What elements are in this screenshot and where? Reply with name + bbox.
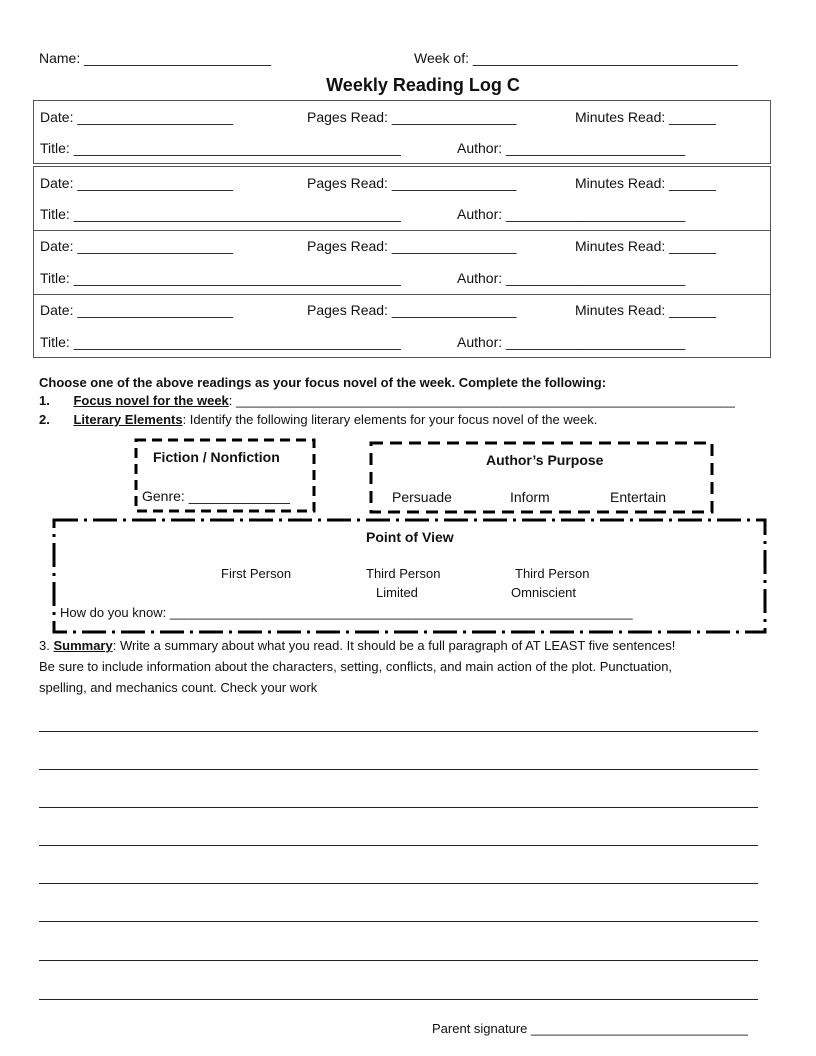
- summary-instructions-line1: [39, 638, 675, 653]
- author-field[interactable]: Author: _______________________: [457, 270, 686, 286]
- title-field[interactable]: Title: __________________________________________: [40, 270, 401, 286]
- purpose-inform[interactable]: Inform: [510, 489, 550, 505]
- writing-line[interactable]: [39, 769, 758, 770]
- writing-line[interactable]: [39, 999, 758, 1000]
- minutes-read-field[interactable]: Minutes Read: ______: [575, 175, 716, 191]
- parent-signature-field[interactable]: Parent signature ______________________________: [432, 1021, 748, 1036]
- purpose-persuade[interactable]: Persuade: [392, 489, 452, 505]
- summary-instructions-line2: Be sure to include information about the characters, setting, conflicts, and main action of the plot. Punctuation,: [39, 659, 673, 674]
- week-field[interactable]: Week of: __________________________________: [414, 50, 738, 66]
- point-of-view-label: Point of View: [366, 529, 454, 545]
- summary-text: : Write a summary about what you read. It should be a full paragraph of AT LEAST five sentences!: [112, 638, 676, 653]
- summary-label: Summary: [53, 638, 113, 653]
- focus-novel-label: Focus novel for the week: [73, 393, 229, 408]
- genre-field[interactable]: Genre: _____________: [142, 488, 290, 504]
- pages-read-field[interactable]: Pages Read: ________________: [307, 238, 517, 254]
- name-field[interactable]: Name: ________________________: [39, 50, 271, 66]
- author-field[interactable]: Author: _______________________: [457, 140, 686, 156]
- pov-third-omniscient-line2[interactable]: Omniscient: [511, 585, 577, 600]
- literary-elements-text: : Identify the following literary elements for your focus novel of the week.: [182, 412, 598, 427]
- writing-line[interactable]: [39, 845, 758, 846]
- pov-third-limited-line1[interactable]: Third Person: [366, 566, 441, 581]
- summary-number: 3.: [39, 638, 54, 653]
- literary-elements-label: Literary Elements: [73, 412, 183, 427]
- title-field[interactable]: Title: __________________________________________: [40, 140, 401, 156]
- writing-line[interactable]: [39, 731, 758, 732]
- date-field[interactable]: Date: ____________________: [40, 302, 234, 318]
- focus-novel-blank[interactable]: : _____________________________________________________________________: [228, 393, 735, 408]
- minutes-read-field[interactable]: Minutes Read: ______: [575, 109, 716, 125]
- authors-purpose-label: Author’s Purpose: [486, 452, 604, 468]
- minutes-read-field[interactable]: Minutes Read: ______: [575, 238, 716, 254]
- title-field[interactable]: Title: __________________________________________: [40, 206, 401, 222]
- author-field[interactable]: Author: _______________________: [457, 334, 686, 350]
- instructions-intro: Choose one of the above readings as your focus novel of the week. Complete the following:: [39, 375, 607, 390]
- summary-instructions-line3: spelling, and mechanics count. Check your work: [39, 680, 318, 695]
- writing-line[interactable]: [39, 883, 758, 884]
- purpose-entertain[interactable]: Entertain: [610, 489, 667, 505]
- item-number: 2.: [39, 412, 50, 427]
- pages-read-field[interactable]: Pages Read: ________________: [307, 175, 517, 191]
- item-number: 1.: [39, 393, 50, 408]
- pov-third-limited-line2[interactable]: Limited: [376, 585, 418, 600]
- writing-line[interactable]: [39, 807, 758, 808]
- writing-line[interactable]: [39, 921, 758, 922]
- writing-line[interactable]: [39, 960, 758, 961]
- minutes-read-field[interactable]: Minutes Read: ______: [575, 302, 716, 318]
- date-field[interactable]: Date: ____________________: [40, 175, 234, 191]
- fiction-nonfiction-label: Fiction / Nonfiction: [153, 449, 280, 465]
- date-field[interactable]: Date: ____________________: [40, 238, 234, 254]
- how-do-you-know-field[interactable]: How do you know: ________________________________________________________________: [60, 605, 633, 620]
- title-field[interactable]: Title: __________________________________________: [40, 334, 401, 350]
- pages-read-field[interactable]: Pages Read: ________________: [307, 109, 517, 125]
- author-field[interactable]: Author: _______________________: [457, 206, 686, 222]
- date-field[interactable]: Date: ____________________: [40, 109, 234, 125]
- pages-read-field[interactable]: Pages Read: ________________: [307, 302, 517, 318]
- pov-third-omniscient-line1[interactable]: Third Person: [515, 566, 590, 581]
- pov-first-person[interactable]: First Person: [221, 566, 292, 581]
- page-title: Weekly Reading Log C: [326, 75, 520, 95]
